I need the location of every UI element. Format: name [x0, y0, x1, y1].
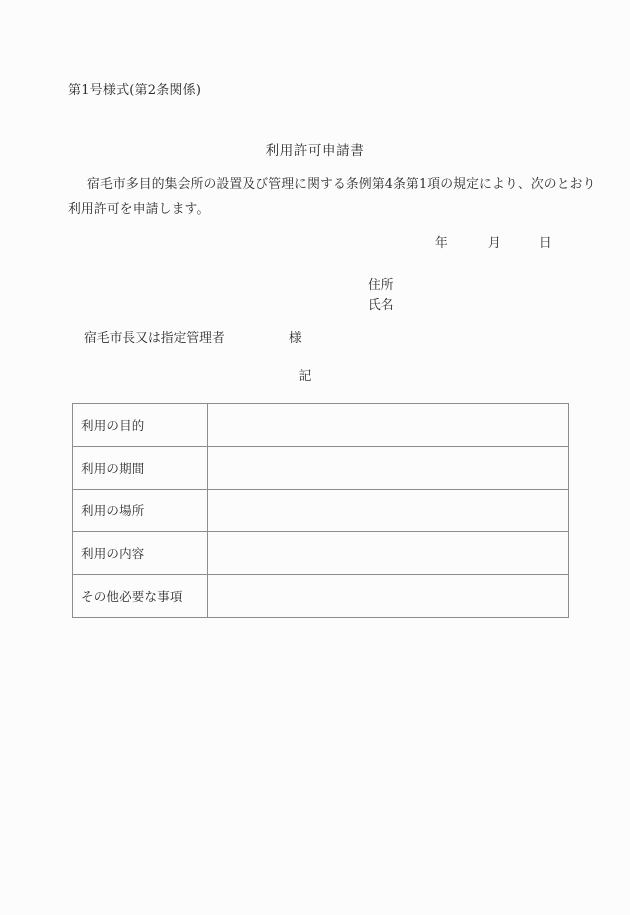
table-row: [73, 489, 569, 532]
table-row: [73, 446, 569, 489]
table-row-value[interactable]: [208, 404, 569, 447]
table-row-value[interactable]: [208, 446, 569, 489]
table-row: [73, 532, 569, 575]
form-number-header: 第1号様式(第2条関係): [68, 83, 202, 98]
table-row-label: その他必要な事項: [73, 575, 208, 618]
body-paragraph-line-1: 宿毛市多目的集会所の設置及び管理に関する条例第4条第1項の規定により、次のとおり: [87, 177, 596, 192]
body-paragraph-line-2: 利用許可を申請します。: [68, 202, 210, 217]
addressee-recipient: 宿毛市長又は指定管理者: [84, 331, 225, 346]
addressee-honorific: 様: [288, 331, 302, 346]
ki-marker-text: 記: [298, 369, 312, 384]
table-row-label: 利用の期間: [73, 446, 208, 489]
table-row-value[interactable]: [208, 489, 569, 532]
table-row-value[interactable]: [208, 532, 569, 575]
date-day-label: 日: [538, 236, 552, 251]
table-row: [73, 404, 569, 447]
table-row-label: 利用の目的: [73, 404, 208, 447]
addressee-line: [84, 329, 302, 349]
applicant-block: [368, 276, 394, 315]
application-details-table: [72, 403, 569, 618]
table-row-value[interactable]: [208, 575, 569, 618]
date-month-label: 月: [487, 236, 501, 251]
table-row-label: 利用の内容: [73, 532, 208, 575]
body-paragraph: [68, 172, 596, 222]
ki-marker: [0, 367, 630, 387]
table-row-label: 利用の場所: [73, 489, 208, 532]
table-row: [73, 575, 569, 618]
document-title: 利用許可申請書: [265, 143, 365, 159]
applicant-name-label: 氏名: [368, 297, 394, 313]
applicant-address-label: 住所: [368, 278, 394, 293]
date-line: [435, 234, 552, 254]
date-year-label: 年: [435, 236, 448, 251]
